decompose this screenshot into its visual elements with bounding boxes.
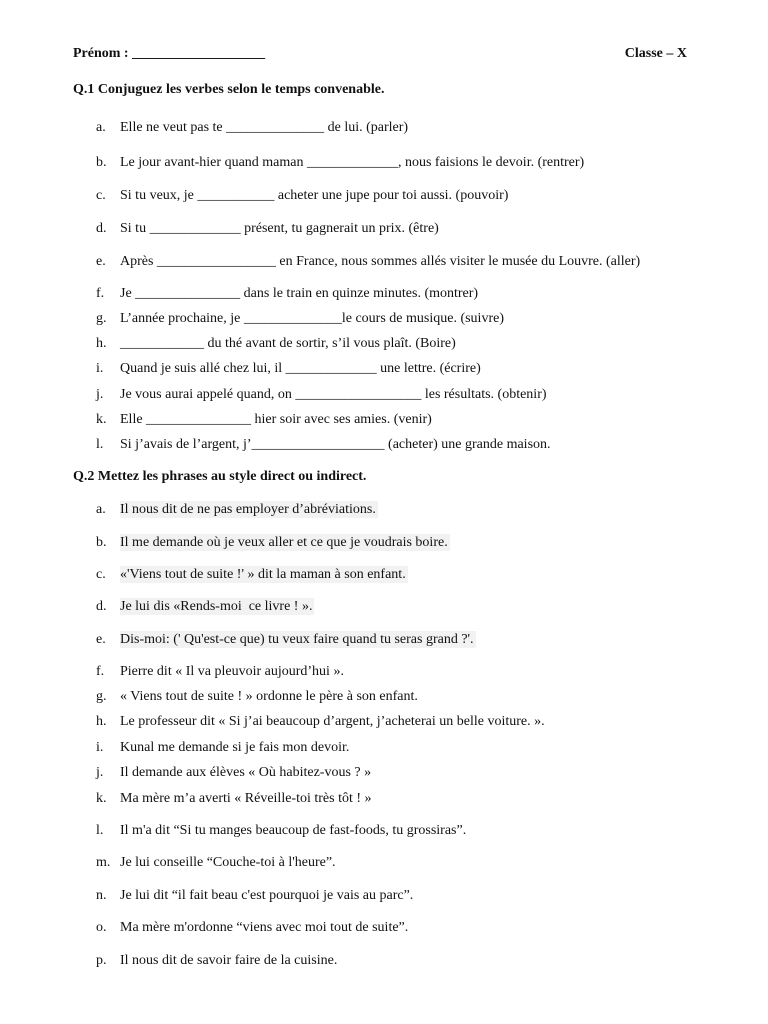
q2-item-letter: l. (96, 823, 104, 838)
q1-item-letter: j. (96, 387, 104, 402)
q2-item (96, 952, 338, 1020)
q2-item-text: Pierre dit « Il va pleuvoir aujourd’hui ». (120, 664, 344, 679)
q1-item-text: Elle _______________ hier soir avec ses amies. (venir) (120, 412, 432, 427)
q2-item-letter: f. (96, 664, 105, 679)
q2-item-text: Je lui conseille “Couche-toi à l'heure”. (120, 855, 336, 870)
q2-item-letter: b. (96, 535, 107, 550)
q1-item-text: Je vous aurai appelé quand, on __________________ les résultats. (obtenir) (120, 387, 547, 402)
q2-item-letter: i. (96, 740, 104, 755)
q2-item-text: Je lui dit “il fait beau c'est pourquoi je vais au parc”. (120, 888, 414, 903)
q2-item-letter: j. (96, 765, 104, 780)
q1-item-text: Si tu _____________ présent, tu gagnerait un prix. (être) (120, 221, 439, 236)
q1-item-letter: k. (96, 412, 107, 427)
q2-item-letter: g. (96, 689, 107, 704)
q2-item-text: Il me demande où je veux aller et ce que je voudrais boire. (120, 535, 448, 550)
classe-label: Classe – X (624, 46, 687, 61)
q1-item-letter: b. (96, 155, 107, 170)
q2-item-text: Il nous dit de savoir faire de la cuisine. (120, 953, 338, 968)
q1-item-text: Après _________________ en France, nous sommes allés visiter le musée du Louvre. (aller) (120, 254, 641, 269)
q2-item-text: Dis-moi: (' Qu'est-ce que) tu veux faire quand tu seras grand ?'. (120, 632, 474, 647)
q2-item-letter: k. (96, 791, 107, 806)
q1-item-letter: i. (96, 361, 104, 376)
q2-item-text: Je lui dis «Rends-moi ce livre ! ». (120, 599, 313, 614)
q2-item-letter: a. (96, 502, 106, 517)
q1-item-text: L’année prochaine, je ______________le cours de musique. (suivre) (120, 311, 504, 326)
q2-item-letter: c. (96, 567, 106, 582)
q1-item-text: Le jour avant-hier quand maman _____________, nous faisions le devoir. (rentrer) (120, 155, 585, 170)
q2-item-letter: p. (96, 953, 107, 968)
q1-item-text: ____________ du thé avant de sortir, s’il vous plaît. (Boire) (120, 336, 456, 351)
q1-item-letter: e. (96, 254, 106, 269)
q2-item-text: Il m'a dit “Si tu manges beaucoup de fast-foods, tu grossiras”. (120, 823, 467, 838)
q2-item-text: Ma mère m’a averti « Réveille-toi très tôt ! » (120, 791, 372, 806)
q1-item-text: Je _______________ dans le train en quinze minutes. (montrer) (120, 286, 479, 301)
q2-item-letter: o. (96, 920, 107, 935)
q2-item-letter: h. (96, 714, 107, 729)
q2-item-text: Il nous dit de ne pas employer d’abréviations. (120, 502, 376, 517)
q1-item-letter: f. (96, 286, 105, 301)
q2-item-text: «'Viens tout de suite !' » dit la maman à son enfant. (120, 567, 406, 582)
q2-item-text: Le professeur dit « Si j’ai beaucoup d’argent, j’acheterai un belle voiture. ». (120, 714, 545, 729)
q1-title: Q.1 Conjuguez les verbes selon le temps convenable. (73, 82, 385, 97)
q1-item-letter: c. (96, 188, 106, 203)
q1-item-letter: h. (96, 336, 107, 351)
q2-item-text: « Viens tout de suite ! » ordonne le père à son enfant. (120, 689, 418, 704)
q1-item-text: Quand je suis allé chez lui, il _____________ une lettre. (écrire) (120, 361, 481, 376)
q1-item-text: Elle ne veut pas te ______________ de lui. (parler) (120, 120, 409, 135)
q1-item-letter: a. (96, 120, 106, 135)
q2-item-text: Il demande aux élèves « Où habitez-vous ? » (120, 765, 372, 780)
q1-item-letter: l. (96, 437, 104, 452)
prenom-field-label: Prénom : ___________________ (73, 46, 266, 61)
q2-item-letter: d. (96, 599, 107, 614)
q1-item-letter: g. (96, 311, 107, 326)
q2-item-letter: m. (96, 855, 111, 870)
worksheet-header (73, 46, 687, 64)
q1-item-text: Si tu veux, je ___________ acheter une jupe pour toi aussi. (pouvoir) (120, 188, 509, 203)
q1-item-text: Si j’avais de l’argent, j’___________________ (acheter) une grande maison. (120, 437, 551, 452)
q2-title: Q.2 Mettez les phrases au style direct ou indirect. (73, 469, 367, 484)
q2-item-letter: e. (96, 632, 106, 647)
q2-item-text: Kunal me demande si je fais mon devoir. (120, 740, 350, 755)
q2-item-text: Ma mère m'ordonne “viens avec moi tout de suite”. (120, 920, 409, 935)
q2-item-letter: n. (96, 888, 107, 903)
q1-item-letter: d. (96, 221, 107, 236)
